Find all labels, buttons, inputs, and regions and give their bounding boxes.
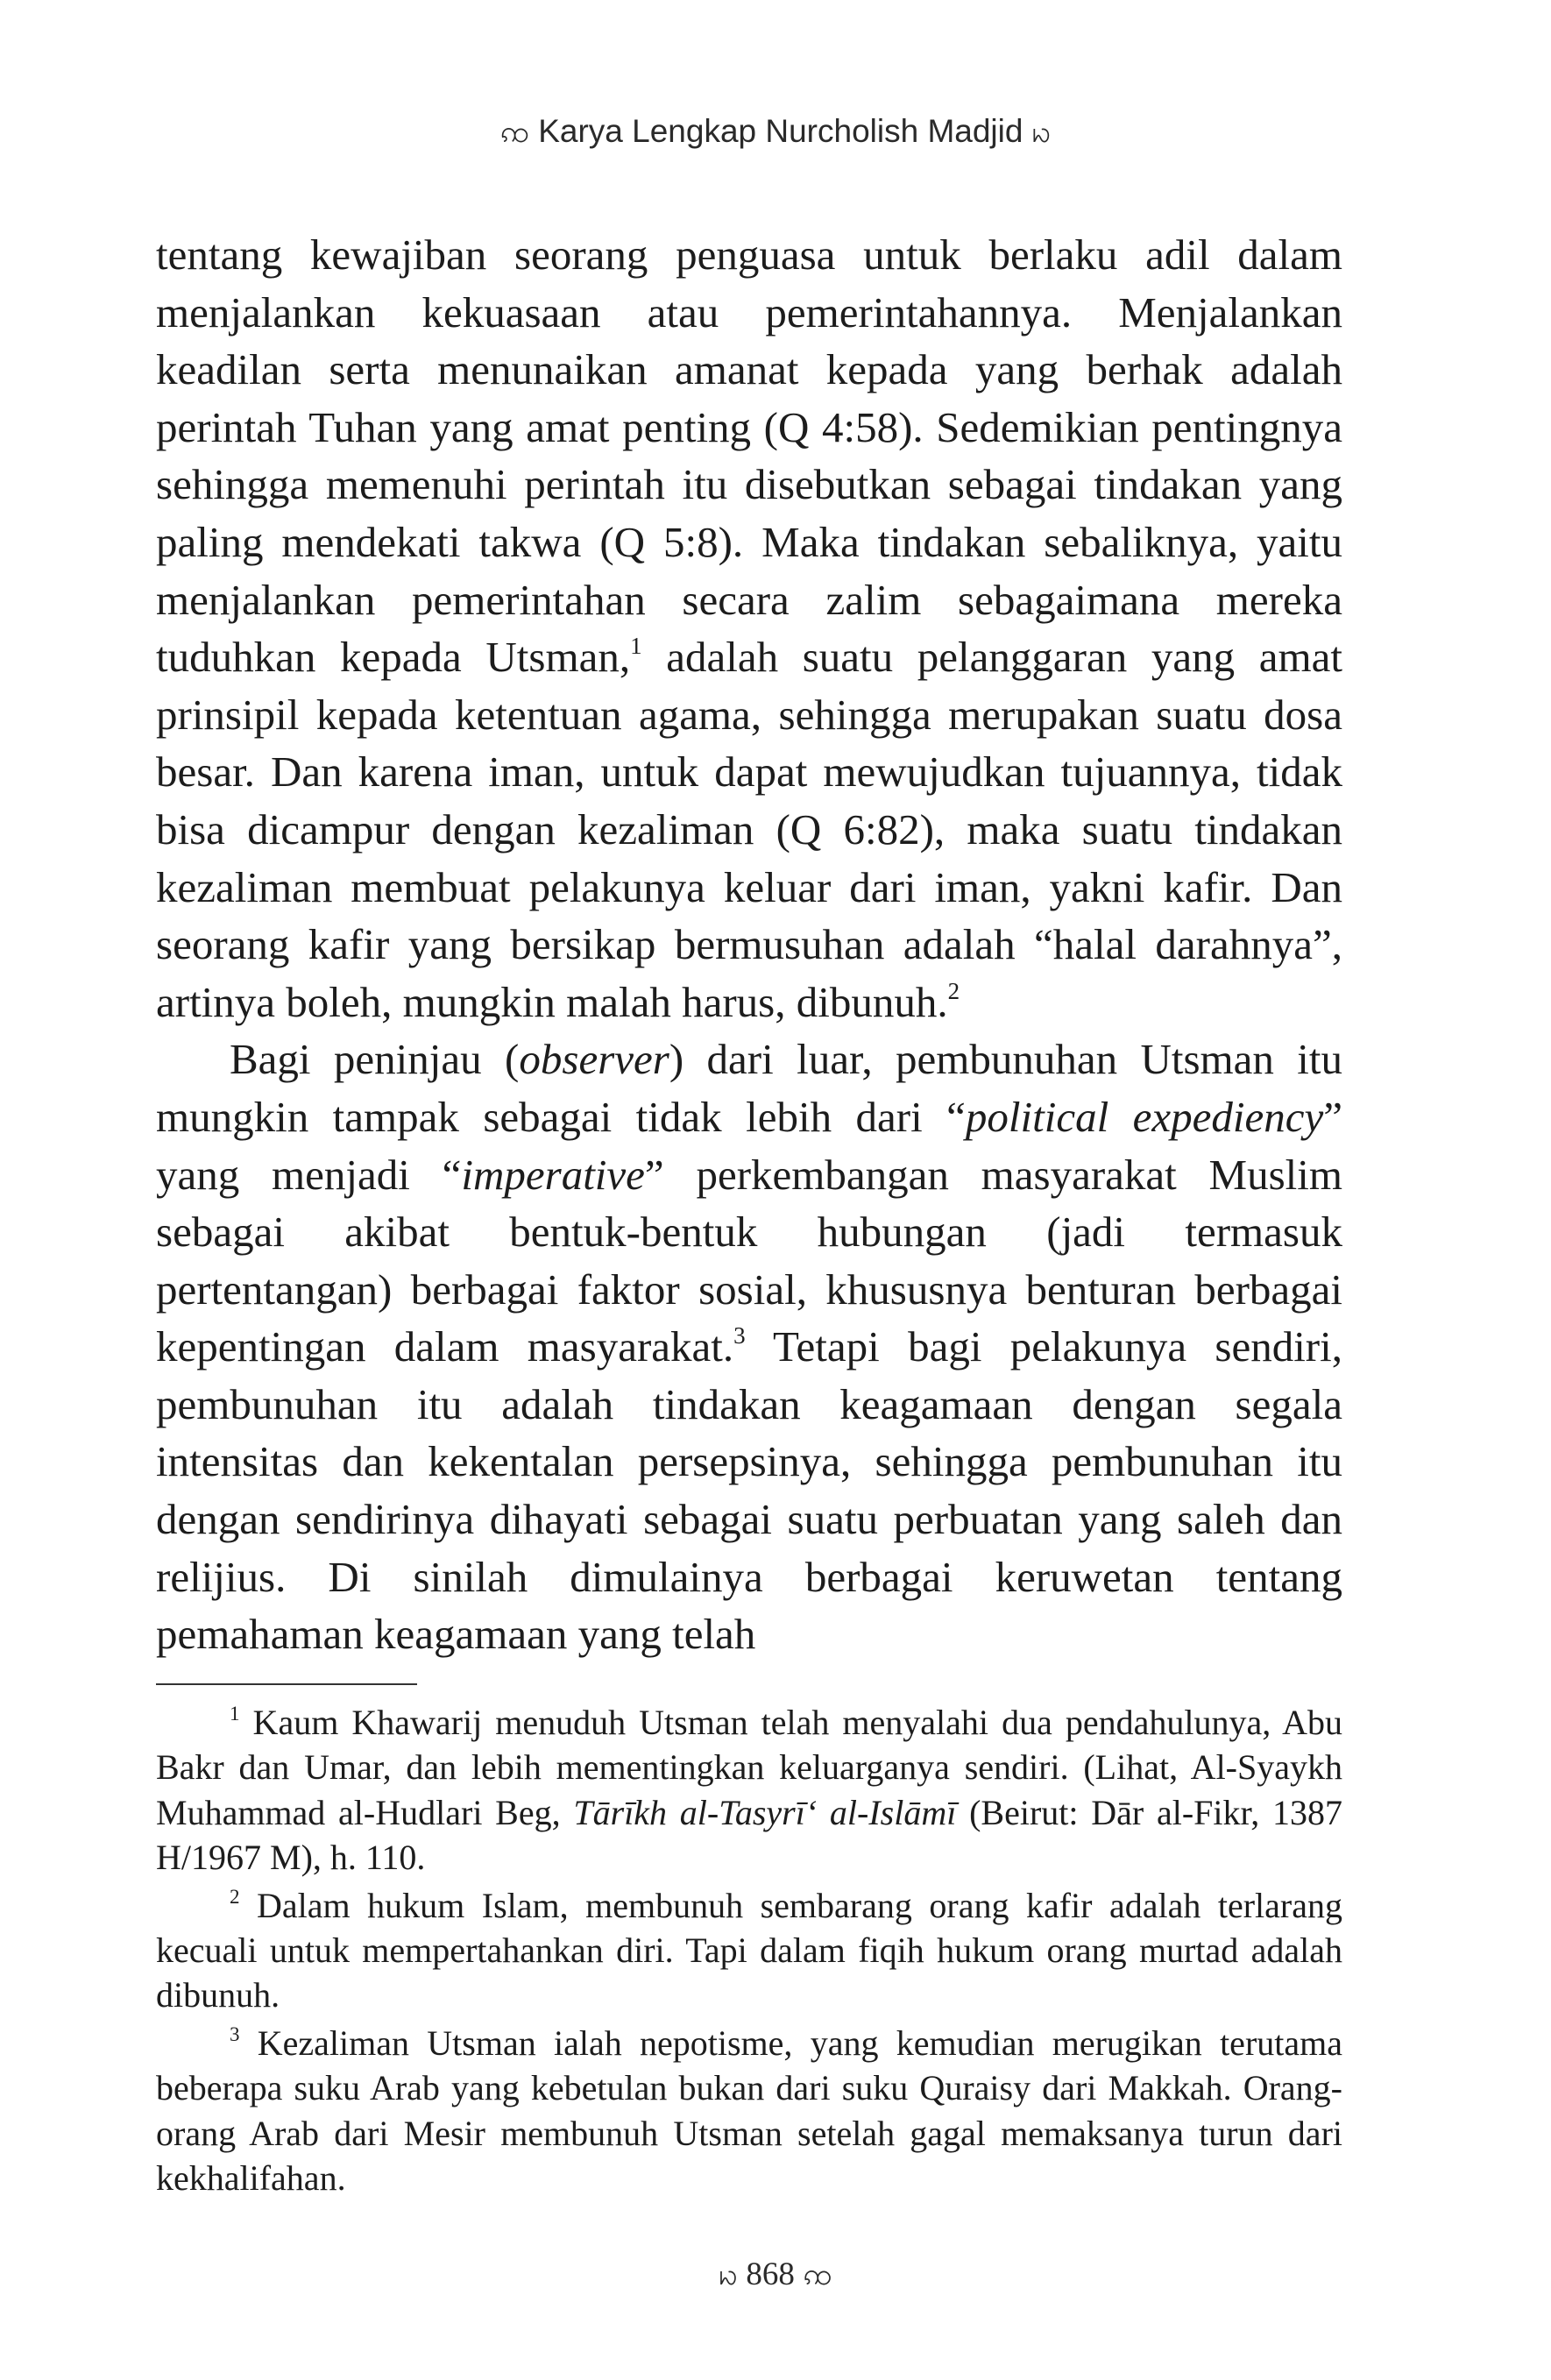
paragraph-1-text-b: adalah suatu pelanggaran yang amat prinsipil kepada ketentuan agama, sehingga merupakan suatu dosa besar. Dan karena iman, untuk dapat mewujudkan tujuannya, tidak bisa dicampur dengan kezaliman (Q 6:82), maka suatu tindakan kezaliman membuat pelakunya keluar dari iman, yakni kafir. Dan seorang kafir yang bersikap bermusuhan adalah “halal darahnya”, artinya boleh, mungkin malah harus, dibunuh. [156,633,1342,1026]
paragraph-2-text-c: ” yang menjadi “ [156,1092,1342,1199]
page-number: 868 [746,2256,795,2292]
paragraph-2-text-a: Bagi peninjau ( [230,1035,520,1084]
footnote-3-text: Kezaliman Utsman ialah nepotisme, yang kemudian merugikan terutama beberapa suku Arab yang kebetulan bukan dari suku Quraisy dari Makkah. Orang-orang Arab dari Mesir membunuh Utsman setelah gagal memaksanya turun dari kekhalifahan. [156,2022,1342,2199]
footnote-1-text-b: (Beirut: Dār al-Fikr, 1387 H/1967 M), h. 110. [156,1792,1342,1878]
paragraph-2-text-e: Tetapi bagi pelakunya sendiri, pembunuhan itu adalah tindakan keagamaan dengan segala intensitas dan kekentalan persepsinya, sehingga pembunuhan itu dengan sendirinya dihayati sebagai suatu perbuatan yang saleh dan relijius. Di sinilah dimulainya berbagai keruwetan tentang pemahaman keagamaan yang telah [156,1322,1342,1659]
page-footer [0,2255,1551,2299]
italic-term-political-expediency: political expediency [965,1092,1324,1141]
footnote-ref-3: 3 [733,1322,746,1349]
footnote-1-book-title: Tārīkh al-Tasyrī‘ al-Islāmī [573,1792,957,1832]
footnote-1-number: 1 [230,1703,240,1725]
paragraph-2-text-d: ” perkembangan masyarakat Muslim sebagai akibat bentuk-bentuk hubungan (jadi termasuk pertentangan) berbagai faktor sosial, khususnya benturan berbagai kepentingan dalam masyarakat. [156,1150,1342,1371]
paragraph-1 [156,226,1342,1031]
ornament-left-icon: ꩢ [719,2257,738,2292]
footnote-3 [156,2021,1342,2201]
main-text [156,226,1342,1663]
footnote-1-text-a: Kaum Khawarij menuduh Utsman telah menyalahi dua pendahulunya, Abu Bakr dan Umar, dan lebih mementingkan keluarganya sendiri. (Lihat, Al-Syaykh Muhammad al-Hudlari Beg, [156,1703,1342,1832]
footnote-2-text: Dalam hukum Islam, membunuh sembarang orang kafir adalah terlarang kecuali untuk mempertahankan diri. Tapi dalam fiqih hukum orang murtad adalah dibunuh. [156,1885,1342,2015]
footnote-ref-2: 2 [947,977,960,1004]
footnote-ref-1: 1 [630,633,642,660]
running-header [0,112,1551,157]
footnote-2 [156,1883,1342,2018]
ornament-left-icon: ꩡ [500,115,530,150]
book-title: Karya Lengkap Nurcholish Madjid [538,113,1023,149]
ornament-right-icon: ꩢ [1031,115,1051,150]
footnotes [156,1700,1342,2203]
italic-term-imperative: imperative [461,1150,645,1199]
ornament-right-icon: ꩡ [803,2257,832,2292]
footnote-divider [156,1683,417,1685]
italic-term-observer: observer [519,1035,669,1084]
footnote-3-number: 3 [230,2022,240,2045]
footnote-1 [156,1700,1342,1881]
paragraph-2 [156,1031,1342,1663]
paragraph-1-text-a: tentang kewajiban seorang penguasa untuk berlaku adil dalam menjalankan kekuasaan atau pemerintahannya. Menjalankan keadilan serta menunaikan amanat kepada yang berhak adalah perintah Tuhan yang amat penting (Q 4:58). Sedemikian pentingnya sehingga memenuhi perintah itu disebutkan sebagai tindakan yang paling mendekati takwa (Q 5:8). Maka tindakan sebaliknya, yaitu menjalankan pemerintahan secara zalim sebagaimana mereka tuduhkan kepada Utsman, [156,230,1342,682]
paragraph-2-text-b: ) dari luar, pembunuhan Utsman itu mungkin tampak sebagai tidak lebih dari “ [156,1035,1343,1141]
footnote-2-number: 2 [230,1885,240,1908]
